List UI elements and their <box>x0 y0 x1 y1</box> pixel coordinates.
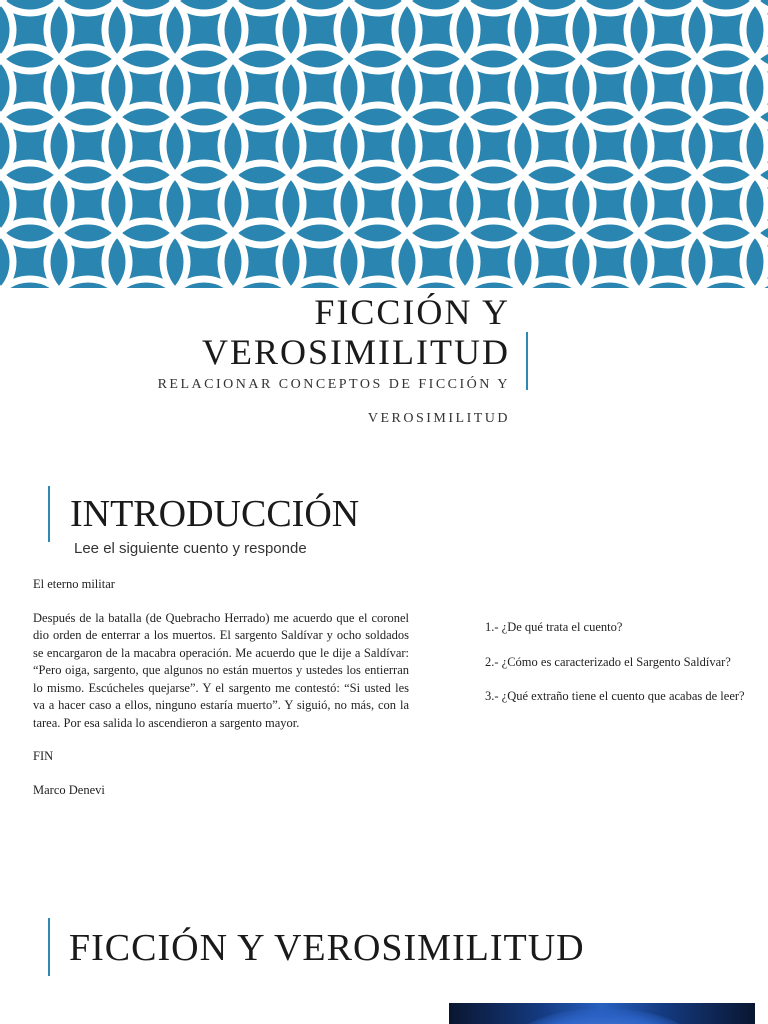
accent-bar <box>48 486 50 542</box>
question-list <box>485 619 745 723</box>
fiction-heading: FICCIÓN Y VEROSIMILITUD <box>69 927 585 969</box>
accent-bar <box>48 918 50 976</box>
slide-subtitle: RELACIONAR CONCEPTOS DE FICCIÓN Y VEROSIMILITUD <box>157 377 510 426</box>
story-text <box>33 576 409 799</box>
question-item: 3.- ¿Qué extraño tiene el cuento que acabas de leer? <box>485 689 745 703</box>
accent-bar <box>526 332 528 390</box>
question-item: 2.- ¿Cómo es caracterizado el Sargento Saldívar? <box>485 654 731 669</box>
slide-title-line-1: FICCIÓN Y <box>314 292 510 332</box>
question-item: 1.- ¿De qué trata el cuento? <box>485 620 623 634</box>
moon-image <box>449 1003 755 1024</box>
story-title: El eterno militar <box>33 577 115 591</box>
introduction-subheading: Lee el siguiente cuento y responde <box>74 540 307 557</box>
story-end: FIN <box>33 749 54 763</box>
story-body: Después de la batalla (de Quebracho Herrado) me acuerdo que el coronel dio orden de enterrar a los muertos. El sargento Saldívar y ocho soldados se encargaron de la macabra operación. Me acuerdo que le dije a Saldívar: “Pero oiga, sargento, que algunos no están muertos y ustedes los entierran lo mismo. Escúcheles quejarse”. Y el sargento me contestó: “Si usted les va a hacer caso a ellos, ninguno estaría muerto”. Y siguió, no más, con la tarea. Por esa salida lo ascendieron a sargento mayor. <box>33 610 409 730</box>
decorative-circle-pattern <box>0 0 768 288</box>
introduction-heading: INTRODUCCIÓN <box>70 493 360 535</box>
slide-title <box>202 292 510 372</box>
story-author: Marco Denevi <box>33 782 105 797</box>
slide-title-line-2: VEROSIMILITUD <box>202 332 510 372</box>
